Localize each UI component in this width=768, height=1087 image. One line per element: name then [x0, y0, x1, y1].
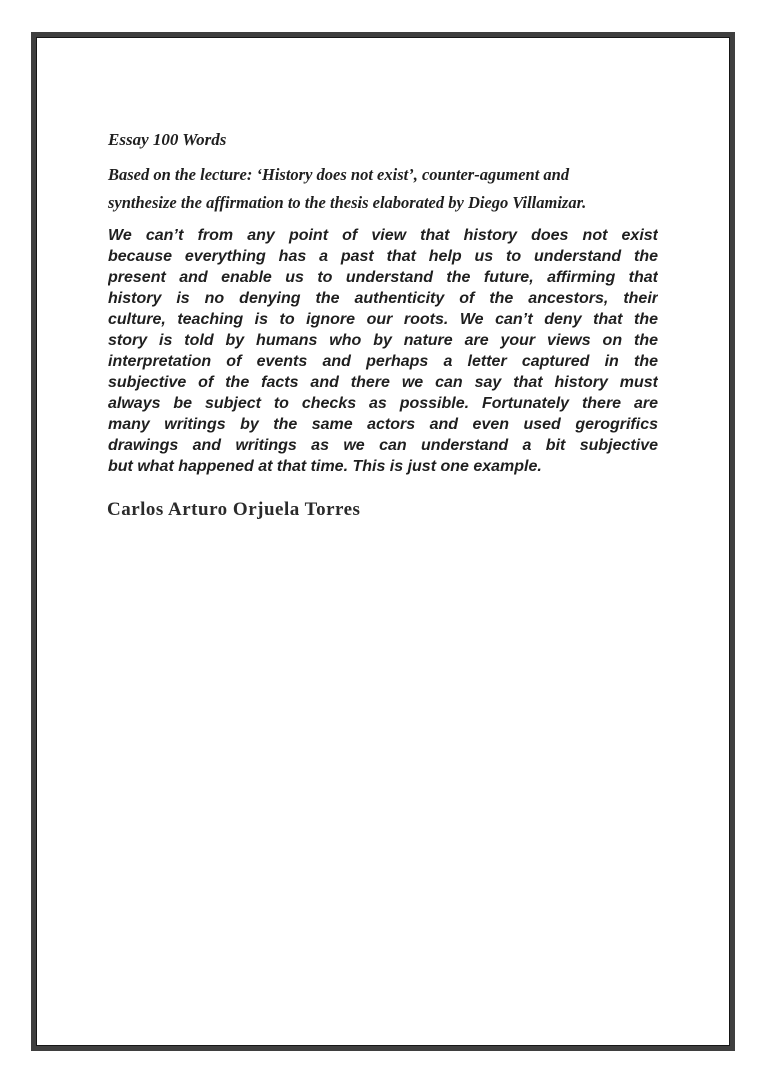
essay-body-line: interpretation of events and perhaps a letter captured in the — [108, 353, 658, 370]
essay-body-line: present and enable us to understand the future, affirming that — [108, 269, 658, 286]
assignment-prompt — [108, 161, 688, 217]
essay-body-line: We can’t from any point of view that history does not exist — [108, 227, 658, 244]
essay-body-line: subjective of the facts and there we can say that history must — [108, 374, 658, 391]
essay-body-line: drawings and writings as we can understand a bit subjective — [108, 437, 658, 454]
essay-body-line: story is told by humans who by nature are your views on the — [108, 332, 658, 349]
assignment-prompt-line: Based on the lecture: ‘History does not exist’, counter-agument and — [108, 165, 570, 184]
assignment-prompt-line: synthesize the affirmation to the thesis elaborated by Diego Villamizar. — [108, 193, 587, 212]
essay-body-line: many writings by the same actors and even used gerogrifics — [108, 416, 658, 433]
essay-body — [108, 225, 658, 477]
author-signature: Carlos Arturo Orjuela Torres — [107, 499, 361, 520]
essay-body-line: always be subject to checks as possible. Fortunately there are — [108, 395, 658, 412]
essay-body-line: but what happened at that time. This is just one example. — [108, 458, 542, 475]
essay-body-line: culture, teaching is to ignore our roots. We can’t deny that the — [108, 311, 658, 328]
essay-title: Essay 100 Words — [108, 130, 227, 149]
essay-body-line: history is no denying the authenticity of the ancestors, their — [108, 290, 658, 307]
essay-body-line: because everything has a past that help us to understand the — [108, 248, 658, 265]
